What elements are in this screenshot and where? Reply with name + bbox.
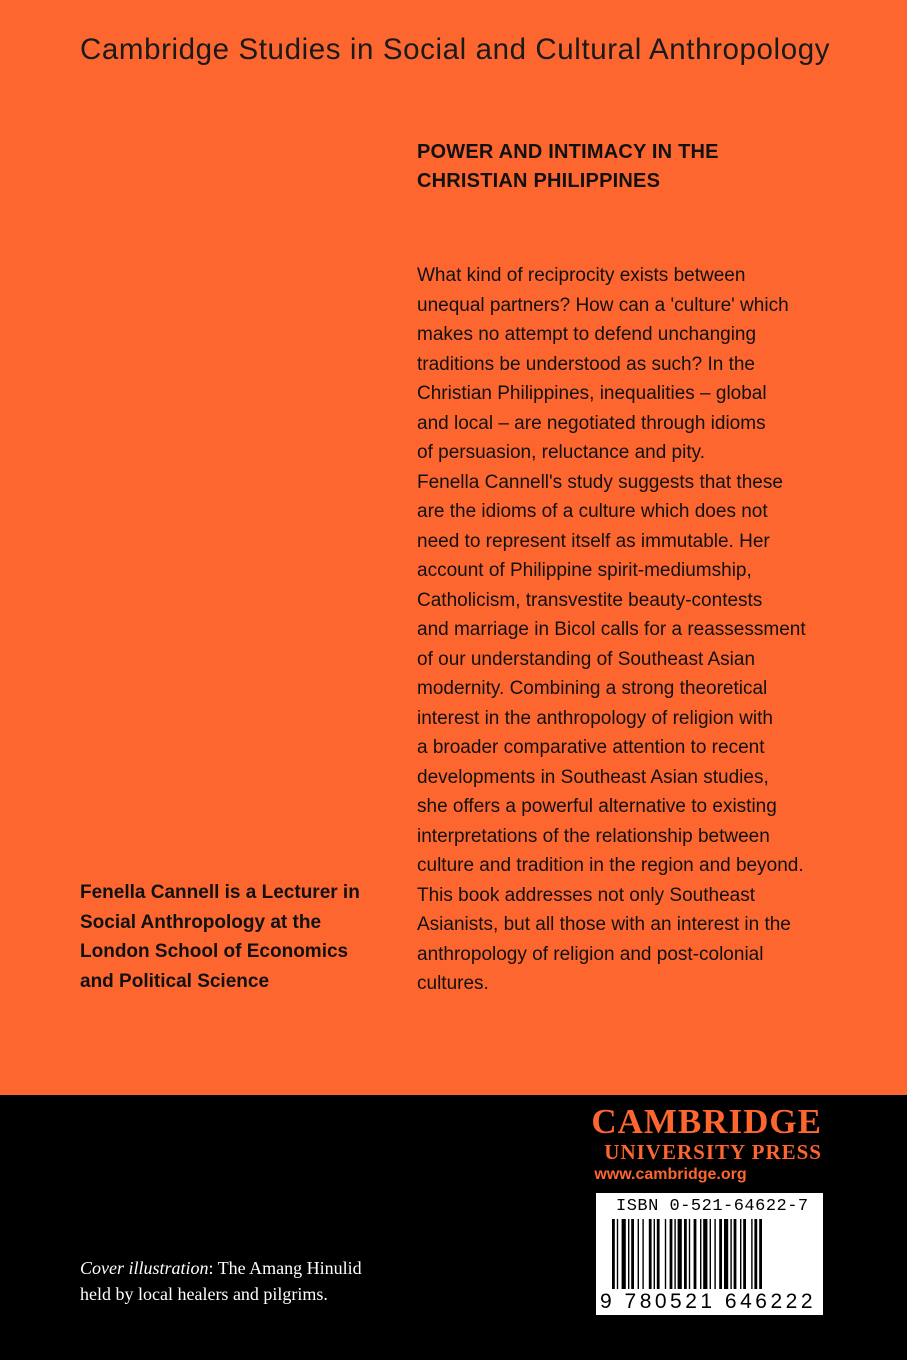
blurb-line: culture and tradition in the region and beyond.	[417, 855, 804, 876]
barcode-bar	[628, 1219, 629, 1289]
blurb-line: Asianists, but all those with an interest in the	[417, 914, 791, 935]
isbn-text: ISBN 0-521-64622-7	[616, 1197, 809, 1216]
blurb-line: traditions be understood as such? In the	[417, 353, 756, 375]
barcode-bar	[657, 1219, 660, 1289]
barcode-bar	[684, 1219, 687, 1289]
blurb-line: and local – are negotiated through idioms	[417, 412, 766, 434]
barcode-bar	[670, 1219, 673, 1289]
barcode-bar	[714, 1219, 715, 1289]
blurb-line: of our understanding of Southeast Asian	[417, 648, 756, 670]
blurb-line: account of Philippine spirit-mediumship,	[417, 560, 752, 581]
barcode-bar	[638, 1219, 639, 1289]
blurb-line: Catholicism, transvestite beauty-contests	[417, 589, 763, 611]
author-bio-line: and Political Science	[80, 970, 270, 992]
blurb-line: What kind of reciprocity exists between	[417, 265, 746, 286]
barcode-bar	[734, 1219, 737, 1289]
barcode-bar	[754, 1219, 757, 1289]
barcode-bar	[719, 1219, 722, 1289]
blurb-line: Christian Philippines, inequalities – global	[417, 383, 767, 404]
barcode-bar	[759, 1219, 762, 1289]
barcode-bar	[694, 1219, 697, 1289]
blurb-line: makes no attempt to defend unchanging	[417, 324, 757, 345]
barcode-digits: 9 780521 646222 >	[600, 1290, 842, 1313]
barcode-bar	[642, 1219, 643, 1289]
barcode-bar	[612, 1219, 615, 1289]
blurb-line: she offers a powerful alternative to existing	[417, 796, 777, 817]
isbn-barcode-box	[596, 1193, 842, 1315]
author-bio-line: Fenella Cannell is a Lecturer in	[80, 882, 360, 903]
barcode-bar	[617, 1219, 618, 1289]
publisher-name: CAMBRIDGE	[591, 1102, 822, 1141]
book-title	[417, 138, 837, 196]
author-bio	[80, 878, 400, 996]
barcode-bar	[730, 1219, 731, 1289]
barcode-bar	[710, 1219, 711, 1289]
barcode-bar	[743, 1219, 746, 1289]
blurb	[417, 261, 847, 999]
barcode-bar	[703, 1219, 707, 1289]
blurb-line: developments in Southeast Asian studies,	[417, 766, 769, 788]
blurb-line: unequal partners? How can a 'culture' which	[417, 294, 789, 316]
publisher-press: UNIVERSITY PRESS	[604, 1140, 822, 1164]
blurb-line: and marriage in Bicol calls for a reassessment	[417, 619, 806, 640]
blurb-line: modernity. Combining a strong theoretical	[417, 678, 768, 699]
book-title-line: POWER AND INTIMACY IN THE	[417, 141, 719, 163]
barcode-bar	[740, 1219, 741, 1289]
blurb-line: need to represent itself as immutable. Her	[417, 530, 770, 552]
author-bio-line: Social Anthropology at the	[80, 911, 322, 933]
cover-illustration-credit	[80, 1255, 420, 1307]
barcode-bar	[622, 1219, 626, 1289]
barcode-bar	[700, 1219, 701, 1289]
cover-illustration-text: held by local healers and pilgrims.	[80, 1284, 328, 1304]
series-title: Cambridge Studies in Social and Cultural Anthropology	[80, 33, 831, 66]
blurb-line: interpretations of the relationship between	[417, 825, 770, 847]
blurb-line: This book addresses not only Southeast	[417, 884, 755, 906]
publisher-logo	[591, 1104, 822, 1186]
blurb-line: a broader comparative attention to recent	[417, 737, 765, 758]
barcode-image	[596, 1193, 823, 1293]
blurb-line: interest in the anthropology of religion with	[417, 707, 773, 729]
publisher-url: www.cambridge.org	[594, 1166, 747, 1183]
blurb-line: cultures.	[417, 973, 489, 994]
blurb-line: anthropology of religion and post-colonial	[417, 943, 764, 965]
blurb-line: are the idioms of a culture which does not	[417, 501, 768, 522]
barcode-bar	[654, 1219, 655, 1289]
barcode-bar	[674, 1219, 675, 1289]
barcode-bar	[631, 1219, 634, 1289]
cover-illustration-text: : The Amang Hinulid	[208, 1258, 362, 1278]
cover-illustration-label: Cover illustration	[80, 1258, 209, 1278]
blurb-line: of persuasion, reluctance and pity.	[417, 442, 705, 463]
book-title-line: CHRISTIAN PHILIPPINES	[417, 170, 661, 192]
barcode-bar	[678, 1219, 682, 1289]
barcode-bar	[649, 1219, 652, 1289]
blurb-line: Fenella Cannell's study suggests that these	[417, 471, 783, 493]
author-bio-line: London School of Economics	[80, 941, 349, 962]
barcode-bar	[689, 1219, 690, 1289]
barcode-bar	[665, 1219, 666, 1289]
barcode-bar	[724, 1219, 728, 1289]
barcode-bar	[751, 1219, 752, 1289]
